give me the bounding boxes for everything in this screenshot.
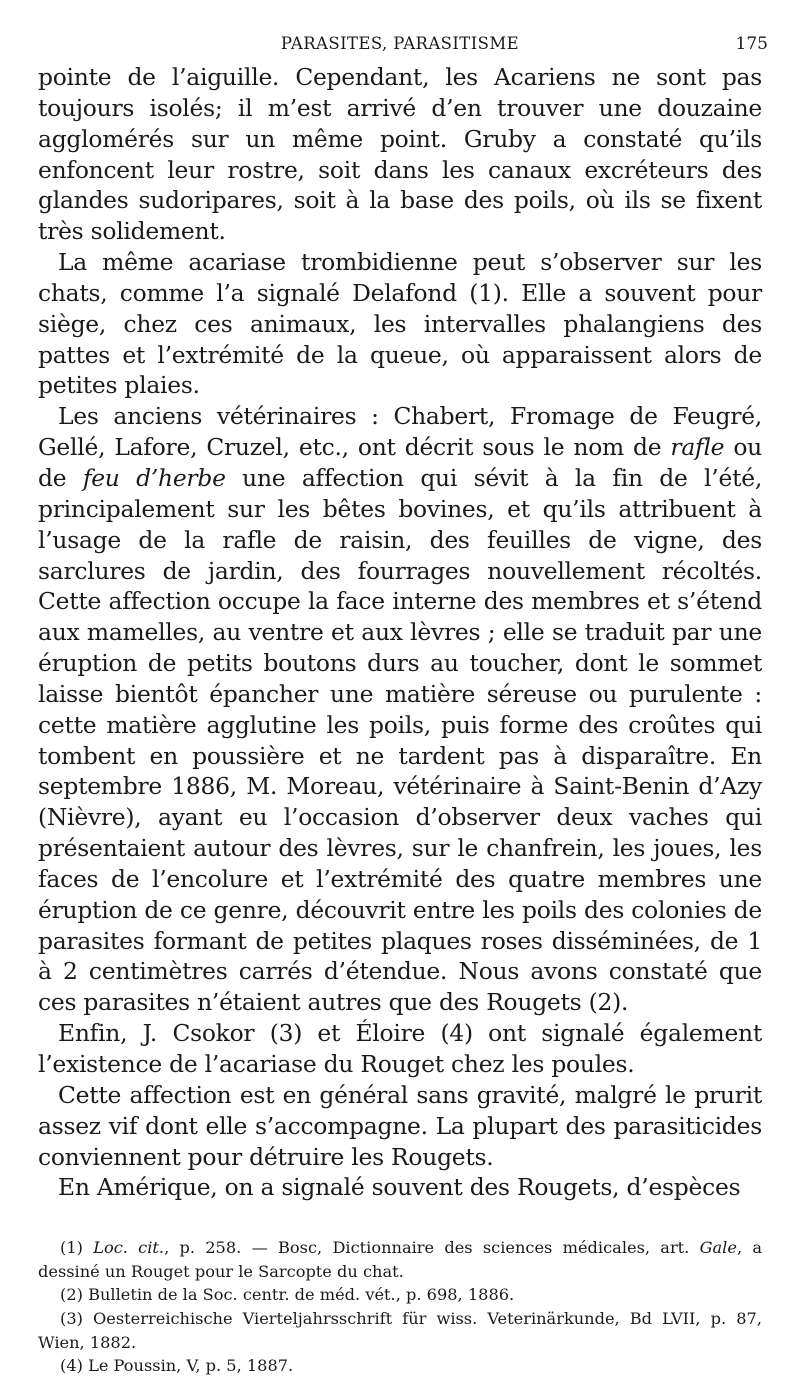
footnote-1-end: , a dessiné un Rouget pour le Sarcopte du chat. [38, 1238, 762, 1281]
book-page [38, 30, 768, 1378]
footnote-1 [38, 1236, 762, 1283]
footnote-1-loc-cit: Loc. cit. [93, 1238, 165, 1258]
paragraph-6: En Amérique, on a signalé souvent des Rougets, d’espèces [58, 1173, 741, 1202]
running-title: PARASITES, PARASITISME [280, 34, 520, 53]
footnote-1-marker: (1) [60, 1238, 94, 1258]
footnote-1-middle: , p. 258. — Bosc, Dictionnaire des sciences médicales, art. [164, 1238, 700, 1258]
paragraph-3-part-a: Les anciens vétérinaires : Chabert, Fromage de Feugré, Gellé, Lafore, Cruzel, etc., ont décrit sous le nom de [38, 402, 762, 462]
footnote-1-gale: Gale [699, 1238, 737, 1258]
term-feu-d-herbe: feu d’herbe [82, 463, 226, 492]
paragraph-2: La même acariase trombidienne peut s’observer sur les chats, comme l’a signalé Delafond (1). Elle a souvent pour siège, chez ces animaux, les intervalles phalangiens des pattes et l’extrémité de la queue, où apparaissent alors de petites plaies. [38, 248, 762, 400]
paragraph-3 [38, 401, 762, 1018]
footnote-3: (3) Oesterreichische Vierteljahrsschrift für wiss. Veterinärkunde, Bd LVII, p. 87, Wien, 1882. [38, 1309, 762, 1352]
footnote-2: (2) Bulletin de la Soc. centr. de méd. vét., p. 698, 1886. [60, 1285, 515, 1305]
paragraph-5: Cette affection est en général sans gravité, malgré le prurit assez vif dont elle s’accompagne. La plupart des parasiticides conviennent pour détruire les Rougets. [38, 1080, 762, 1171]
footnote-4: (4) Le Poussin, V, p. 5, 1887. [60, 1356, 294, 1376]
paragraph-3-part-b: ou de [38, 433, 762, 492]
paragraph-1: pointe de l’aiguille. Cependant, les Acariens ne sont pas toujours isolés; il m’est arrivé d’en trouver une douzaine agglomérés sur un même point. Gruby a constaté qu’ils enfoncent leur rostre, soit dans les canaux excréteurs des glandes sudoripares, soit à la base des poils, où ils se fixent très solidement. [38, 63, 762, 246]
paragraph-4: Enfin, J. Csokor (3) et Éloire (4) ont signalé également l’existence de l’acariase du Rouget chez les poules. [38, 1019, 762, 1078]
paragraph-3-part-c: une affection qui sévit à la fin de l’été, principalement sur les bêtes bovines, et qu’ils attribuent à l’usage de la rafle de raisin, des feuilles de vigne, des sarclures de jardin, des fourrages nouvellement récoltés. Cette affection occupe la face interne des membres et s’étend aux mamelles, au ventre et aux lèvres ; elle se traduit par une éruption de petits boutons durs au toucher, dont le sommet laisse bientôt épancher une matière séreuse ou purulente : cette matière agglutine les poils, puis forme des croûtes qui tombent en poussière et ne tardent pas à disparaître. En septembre 1886, M. Moreau, vétérinaire à Saint-Benin d’Azy (Nièvre), ayant eu l’occasion d’observer deux vaches qui présentaient autour des lèvres, sur le chanfrein, les joues, les faces de l’encolure et l’extrémité des quatre membres une éruption de ce genre, découvrit entre les poils des colonies de parasites formant de petites plaques roses disséminées, de 1 à 2 centimètres carrés d’étendue. Nous avons constaté que ces parasites n’étaient autres que des Rougets (2). [38, 463, 762, 1017]
running-header [38, 30, 768, 62]
term-rafle: rafle [670, 433, 725, 462]
footnotes [38, 1236, 762, 1378]
page-number: 175 [735, 34, 768, 54]
body-text [38, 62, 762, 1203]
